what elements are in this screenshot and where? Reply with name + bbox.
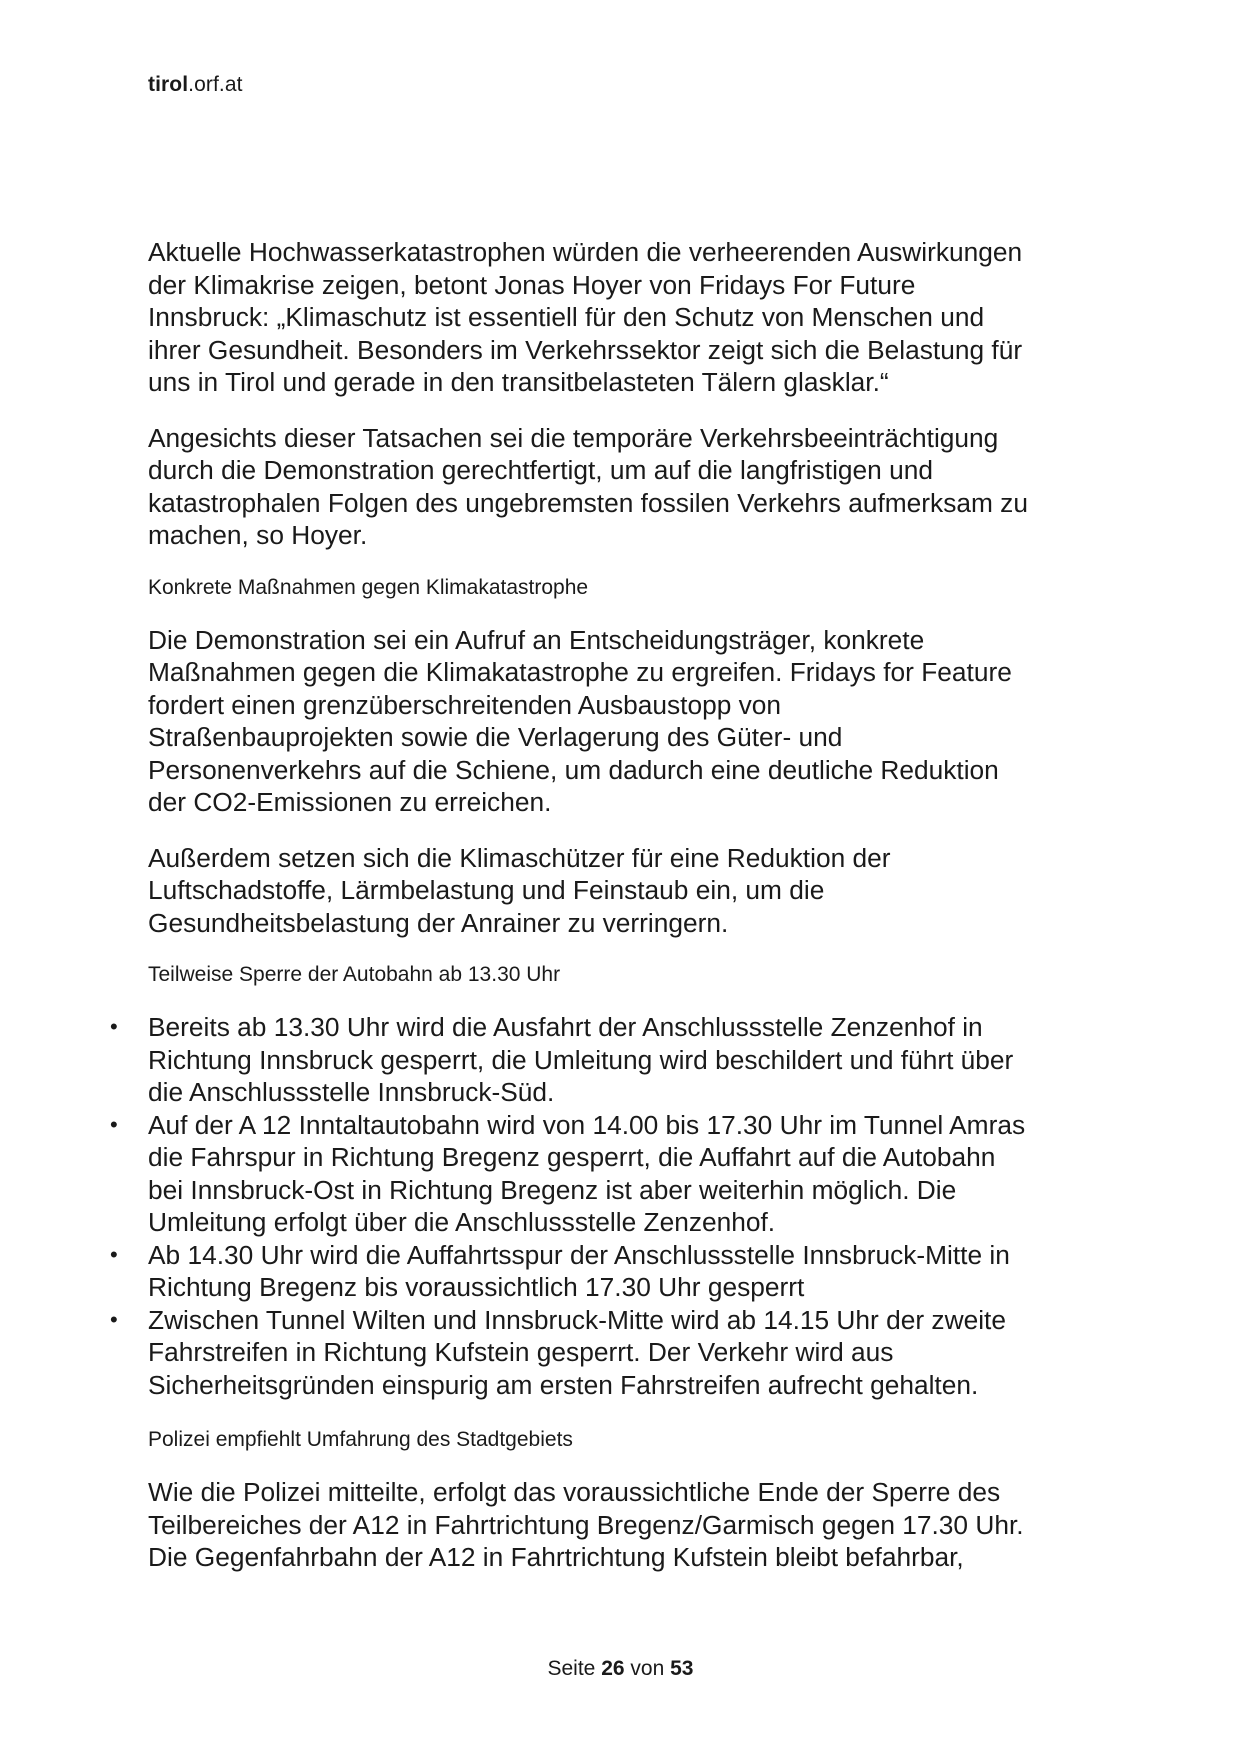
source-header (148, 73, 243, 97)
paragraph-4 (148, 842, 1108, 940)
bullet-line: Umleitung erfolgt über die Anschlussstelle Zenzenhof. (148, 1207, 776, 1237)
current-page-number: 26 (601, 1657, 625, 1680)
bullet-line: Richtung Bregenz bis voraussichtlich 17.30 Uhr gesperrt (148, 1272, 805, 1302)
bullet-line: die Fahrspur in Richtung Bregenz gesperrt, die Auffahrt auf die Autobahn (148, 1142, 996, 1172)
bullet-icon: • (110, 1306, 118, 1332)
closure-bullet-list (110, 1011, 1108, 1401)
paragraph-1 (148, 236, 1108, 399)
bullet-item (110, 1011, 1108, 1109)
paragraph-line: der Klimakrise zeigen, betont Jonas Hoyer von Fridays For Future (148, 269, 916, 300)
bullet-icon: • (110, 1241, 118, 1267)
paragraph-line: Wie die Polizei mitteilte, erfolgt das voraussichtliche Ende der Sperre des (148, 1477, 1001, 1507)
bullet-item (110, 1109, 1108, 1239)
paragraph-line: fordert einen grenzüberschreitenden Ausbaustopp von (148, 689, 782, 720)
paragraph-line: Aktuelle Hochwasserkatastrophen würden die verheerenden Auswirkungen (148, 237, 1023, 267)
paragraph-3 (148, 624, 1108, 819)
paragraph-line: uns in Tirol und gerade in den transitbelasteten Tälern glasklar.“ (148, 367, 889, 397)
bullet-line: die Anschlussstelle Innsbruck-Süd. (148, 1077, 555, 1107)
page-footer (0, 1657, 1241, 1681)
page-label-middle: von (630, 1657, 665, 1680)
bullet-line: Richtung Innsbruck gesperrt, die Umleitung wird beschildert und führt über (148, 1044, 1014, 1075)
paragraph-line: Angesichts dieser Tatsachen sei die temporäre Verkehrsbeeinträchtigung (148, 422, 999, 453)
paragraph-line: Innsbruck: „Klimaschutz ist essentiell für den Schutz von Menschen und (148, 302, 985, 332)
source-brand-domain: .orf.at (188, 73, 243, 96)
paragraph-line: Straßenbauprojekten sowie die Verlagerung des Güter- und (148, 722, 843, 752)
subheading-measures: Konkrete Maßnahmen gegen Klimakatastrophe (148, 575, 589, 599)
paragraph-line: Gesundheitsbelastung der Anrainer zu verringern. (148, 907, 729, 938)
paragraph-line: Luftschadstoffe, Lärmbelastung und Feinstaub ein, um die (148, 875, 825, 905)
paragraph-line: Die Demonstration sei ein Aufruf an Entscheidungsträger, konkrete (148, 624, 925, 655)
paragraph-5 (148, 1476, 1108, 1574)
article-body (110, 236, 1108, 1597)
bullet-line: Auf der A 12 Inntaltautobahn wird von 14.00 bis 17.30 Uhr im Tunnel Amras (148, 1109, 1026, 1140)
paragraph-line: der CO2-Emissionen zu erreichen. (148, 787, 552, 817)
paragraph-line: machen, so Hoyer. (148, 520, 368, 550)
bullet-line: Fahrstreifen in Richtung Kufstein gesperrt. Der Verkehr wird aus (148, 1337, 894, 1367)
bullet-item (110, 1239, 1108, 1304)
bullet-line: Sicherheitsgründen einspurig am ersten Fahrstreifen aufrecht gehalten. (148, 1369, 979, 1400)
paragraph-2 (148, 422, 1108, 552)
paragraph-line: Maßnahmen gegen die Klimakatastrophe zu ergreifen. Fridays for Feature (148, 657, 1012, 687)
page-label-prefix: Seite (547, 1657, 596, 1680)
total-page-count: 53 (670, 1657, 694, 1680)
bullet-line: Zwischen Tunnel Wilten und Innsbruck-Mitte wird ab 14.15 Uhr der zweite (148, 1304, 1006, 1335)
bullet-icon: • (110, 1014, 118, 1039)
paragraph-line: durch die Demonstration gerechtfertigt, um auf die langfristigen und (148, 455, 933, 485)
bullet-line: Ab 14.30 Uhr wird die Auffahrtsspur der Anschlussstelle Innsbruck-Mitte in (148, 1239, 1010, 1270)
paragraph-line: Außerdem setzen sich die Klimaschützer für eine Reduktion der (148, 842, 891, 873)
paragraph-line: Personenverkehrs auf die Schiene, um dadurch eine deutliche Reduktion (148, 754, 999, 785)
bullet-item (110, 1304, 1108, 1402)
paragraph-line: ihrer Gesundheit. Besonders im Verkehrssektor zeigt sich die Belastung für (148, 334, 1023, 365)
subheading-police: Polizei empfiehlt Umfahrung des Stadtgebiets (148, 1428, 573, 1451)
subheading-closure: Teilweise Sperre der Autobahn ab 13.30 Uhr (148, 963, 561, 986)
bullet-line: Bereits ab 13.30 Uhr wird die Ausfahrt der Anschlussstelle Zenzenhof in (148, 1012, 983, 1042)
bullet-line: bei Innsbruck-Ost in Richtung Bregenz ist aber weiterhin möglich. Die (148, 1174, 957, 1205)
paragraph-line: Teilbereiches der A12 in Fahrtrichtung Bregenz/Garmisch gegen 17.30 Uhr. (148, 1509, 1024, 1540)
paragraph-line: katastrophalen Folgen des ungebremsten fossilen Verkehrs aufmerksam zu (148, 487, 1028, 518)
source-brand-bold: tirol (148, 73, 189, 96)
paragraph-line: Die Gegenfahrbahn der A12 in Fahrtrichtung Kufstein bleibt befahrbar, (148, 1542, 964, 1572)
bullet-icon: • (110, 1111, 118, 1137)
